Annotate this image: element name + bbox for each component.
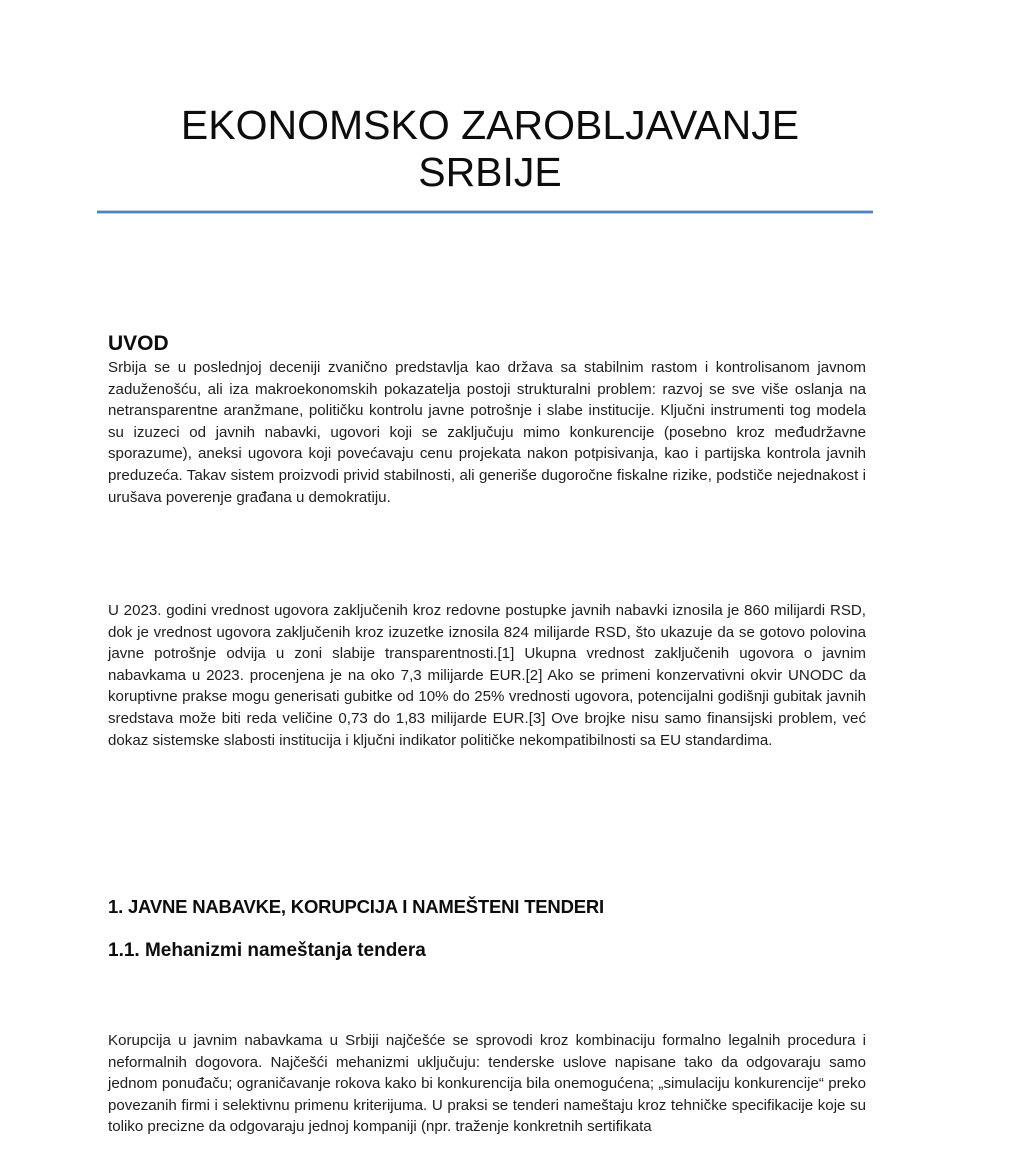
document-title: [105, 102, 875, 196]
title-line-1: EKONOMSKO ZAROBLJAVANJE: [180, 102, 800, 148]
subsection-1-1-heading: 1.1. Mehanizmi nameštanja tendera: [108, 940, 426, 961]
title-underline-divider: [97, 211, 873, 213]
intro-heading: UVOD: [108, 332, 169, 355]
intro-paragraph-2: U 2023. godini vrednost ugovora zaključenih kroz redovne postupke javnih nabavki iznosila je 860 milijardi RSD, dok je vrednost ugovora zaključenih kroz izuzetke iznosila 824 milijarde RSD, što ukazuje da se gotovo polovina javne potrošnje odvija u zoni slabije transparentnosti.[1] Ukupna vrednost zaključenih ugovora o javnim nabavkama u 2023. procenjena je na oko 7,3 milijarde EUR.[2] Ako se primeni konzervativni okvir UNODC da koruptivne prakse mogu generisati gubitke od 10% do 25% vrednosti ugovora, potencijalni godišnji gubitak javnih sredstava može biti reda veličine 0,73 do 1,83 milijarde EUR.[3] Ove brojke nisu samo finansijski problem, već dokaz sistemske slabosti institucija i ključni indikator političke nekompatibilnosti sa EU standardima.: [108, 602, 866, 749]
intro-paragraph-1: Srbija se u poslednjoj deceniji zvanično predstavlja kao država sa stabilnim rastom i kontrolisanom javnom zaduženošću, ali iza makroekonomskih pokazatelja postoji strukturalni problem: razvoj se sve više oslanja na netransparentne aranžmane, političku kontrolu javne potrošnje i slabe institucije. Ključni instrumenti tog modela su izuzeci od javnih nabavki, ugovori koji se zaključuju mimo konkurencije (posebno kroz međudržavne sporazume), aneksi ugovora koji povećavaju cenu projekata nakon potpisivanja, kao i partijska kontrola javnih preduzeća. Takav sistem proizvodi privid stabilnosti, ali generiše dugoročne fiskalne rizike, podstiče nejednakost i urušava poverenje građana u demokratiju.: [108, 359, 866, 506]
subsection-1-1-paragraph-1: Korupcija u javnim nabavkama u Srbiji najčešće se sprovodi kroz kombinaciju formalno legalnih procedura i neformalnih dogovora. Najčešći mehanizmi uključuju: tenderske uslove napisane tako da odgovaraju samo jednom ponuđaču; ograničavanje rokova kako bi konkurencija bila onemogućena; „simulaciju konkurencije“ preko povezanih firmi i selektivnu primenu kriterijuma. U praksi se tenderi nameštaju kroz tehničke specifikacije koje su toliko precizne da odgovaraju jednoj kompaniji (npr. traženje konkretnih sertifikata: [108, 1032, 866, 1136]
title-line-2: SRBIJE: [418, 149, 562, 195]
section-1-heading: 1. JAVNE NABAVKE, KORUPCIJA I NAMEŠTENI TENDERI: [108, 896, 604, 917]
